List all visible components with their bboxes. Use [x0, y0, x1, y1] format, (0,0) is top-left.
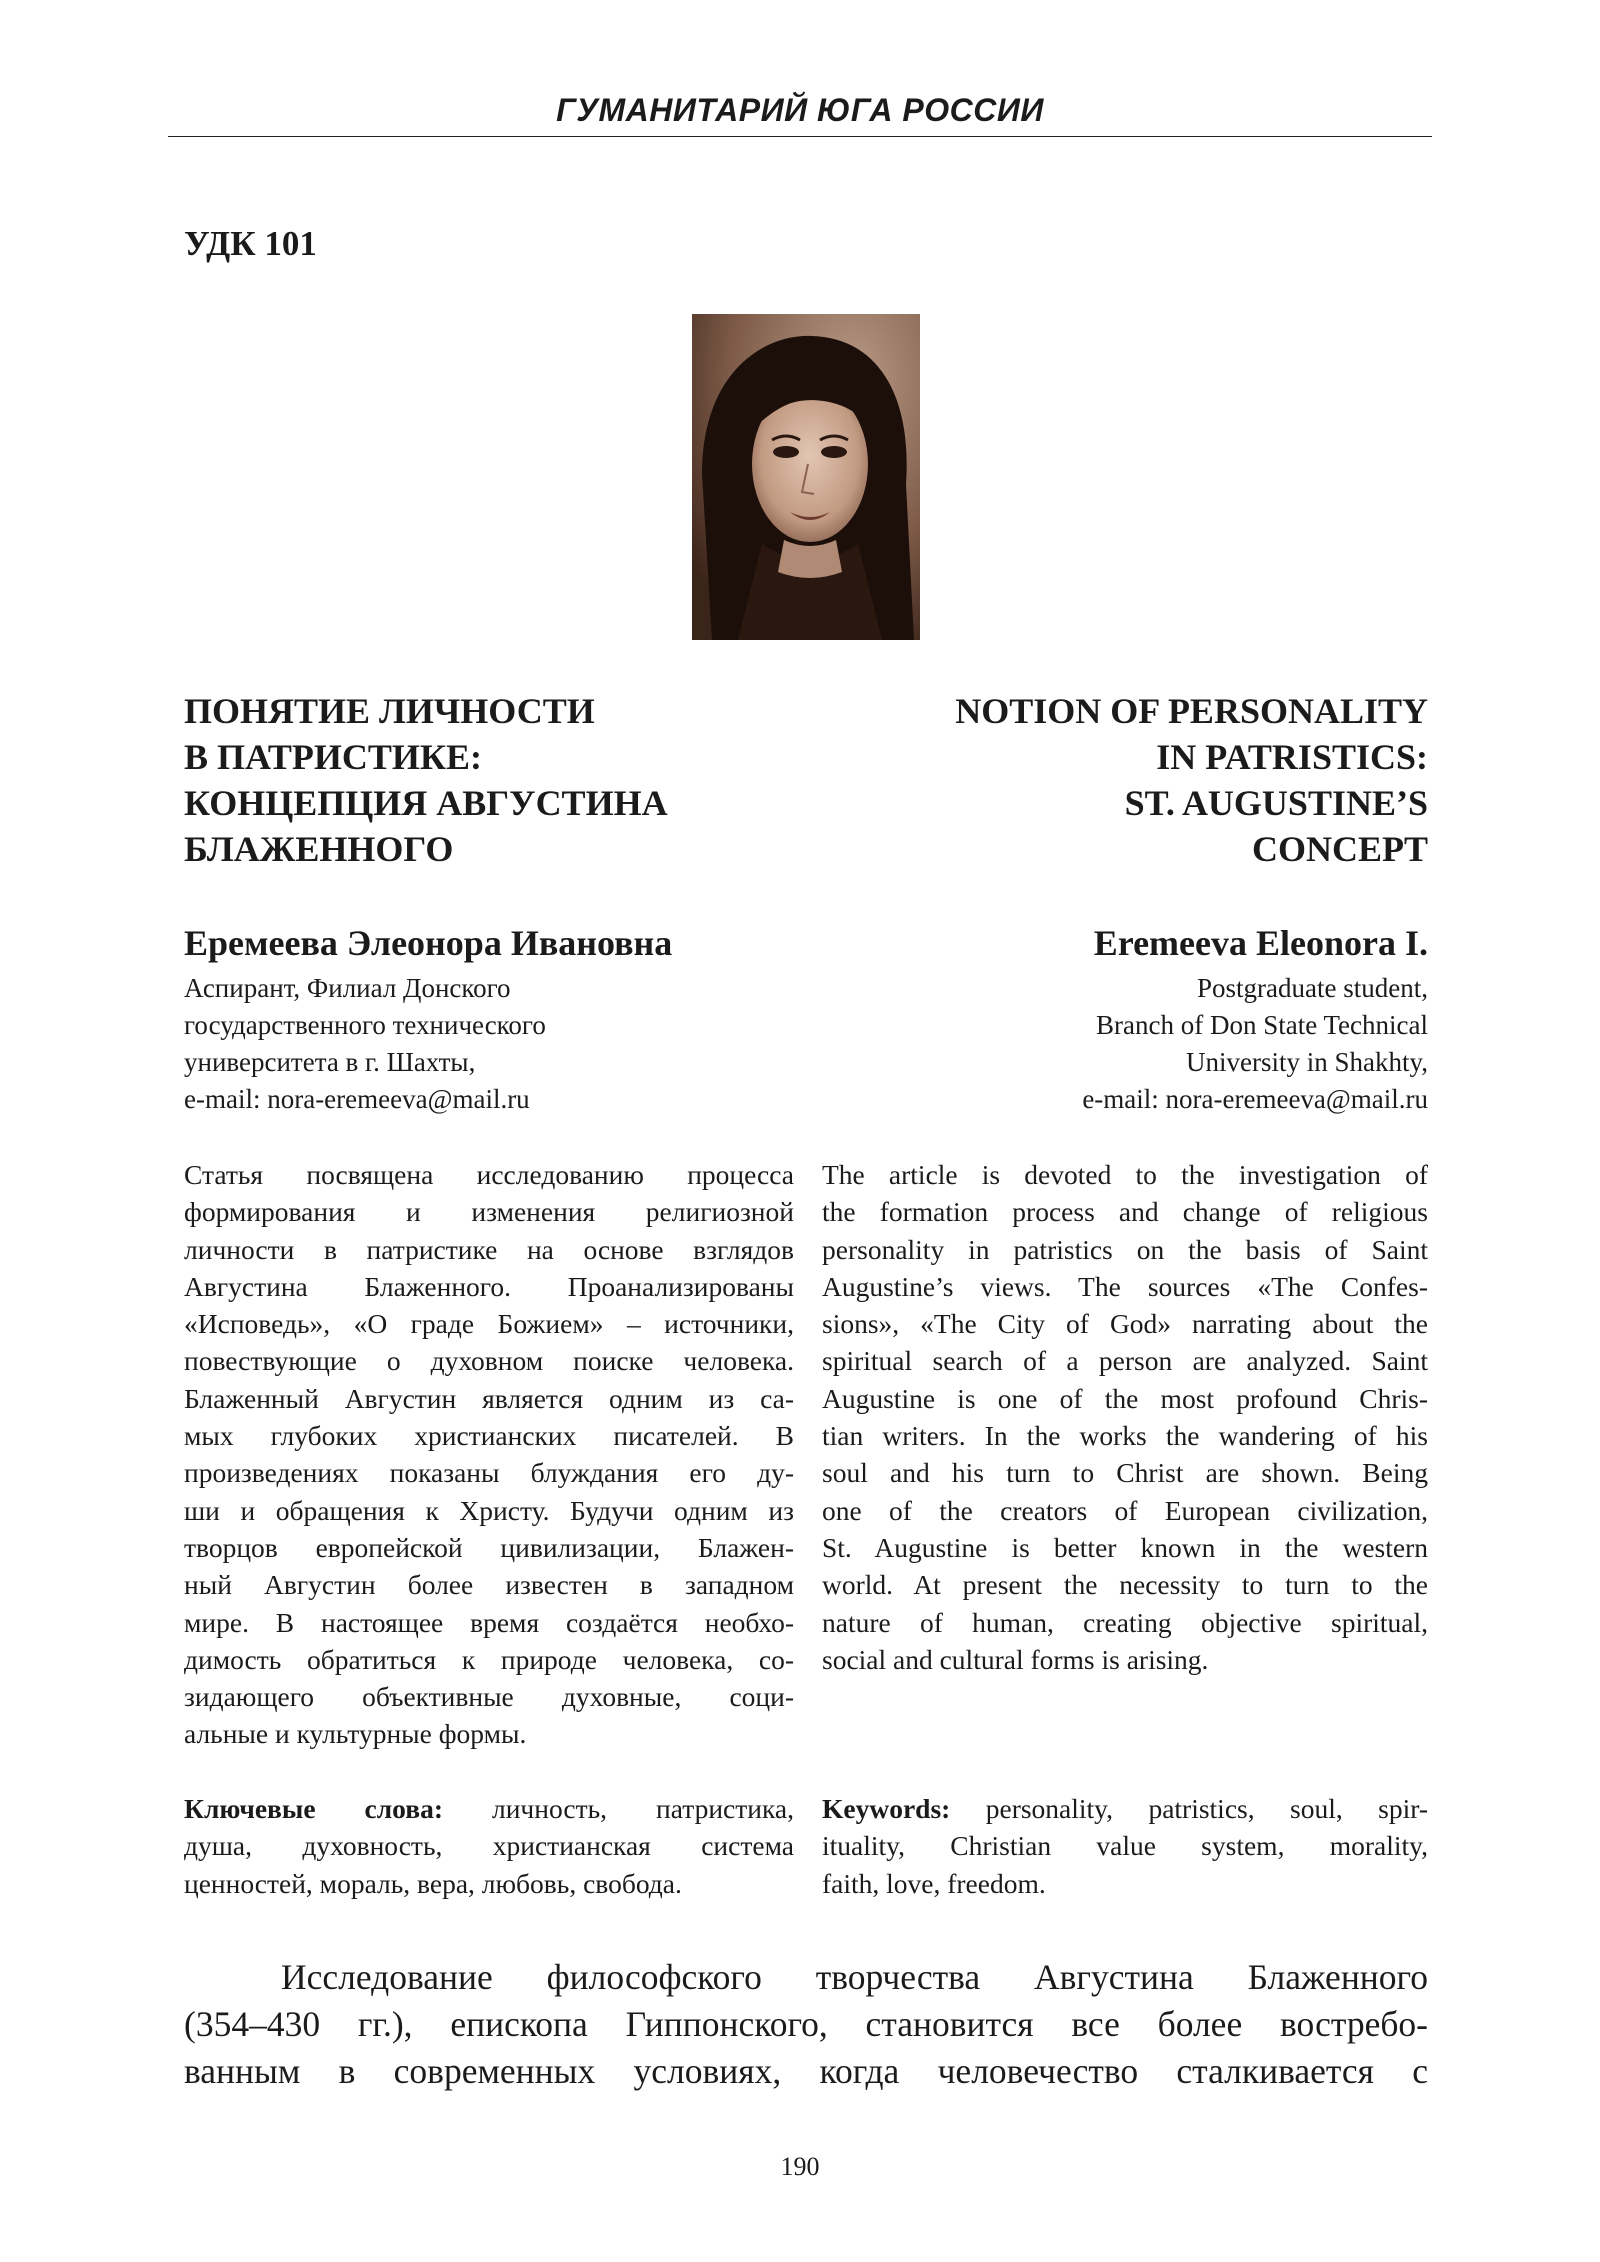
title-ru-line: ПОНЯТИЕ ЛИЧНОСТИ	[184, 691, 595, 731]
abstract-ru-line: творцов европейской цивилизации, Блажен-	[184, 1531, 794, 1563]
title-russian	[184, 688, 804, 872]
abstract-ru-line: зидающего объективные духовные, соци-	[184, 1681, 794, 1713]
header-rule	[168, 136, 1432, 137]
abstract-en-line: world. At present the necessity to turn to the	[822, 1569, 1428, 1601]
body-line: Исследование философского творчества Августина Блаженного	[281, 1957, 1428, 1997]
affiliation-ru	[184, 970, 804, 1118]
body-paragraph	[184, 1954, 1428, 2095]
author-name-ru: Еремеева Элеонора Ивановна	[184, 923, 673, 963]
udk-code: УДК 101	[184, 224, 317, 263]
keywords-ru-text: личность, патристика,	[443, 1793, 795, 1824]
affiliation-ru-line: Аспирант, Филиал Донского	[184, 973, 511, 1003]
abstract-ru-line: формирования и изменения религиозной	[184, 1196, 794, 1228]
abstract-en-line: Augustine’s views. The sources «The Confes-	[822, 1270, 1428, 1302]
abstract-ru-line: «Исповедь», «О граде Божием» – источники,	[184, 1308, 794, 1340]
affiliation-en-line: University in Shakhty,	[1186, 1047, 1428, 1077]
abstract-en-line: social and cultural forms is arising.	[822, 1643, 1209, 1675]
abstract-en-line: The article is devoted to the investigation of	[822, 1159, 1428, 1190]
keywords-russian	[184, 1790, 794, 1902]
abstract-ru-line: альные и культурные формы.	[184, 1718, 527, 1750]
title-en-line: IN PATRISTICS:	[1156, 737, 1428, 777]
title-en-line: ST. AUGUSTINE’S	[1124, 783, 1428, 823]
affiliation-en-line: Branch of Don State Technical	[1095, 1010, 1428, 1040]
body-line: ванным в современных условиях, когда человечество сталкивается с	[184, 2051, 1428, 2091]
abstract-en-line: nature of human, creating objective spiritual,	[822, 1606, 1428, 1638]
title-en-line: CONCEPT	[1251, 829, 1428, 869]
affiliation-ru-line: университета в г. Шахты,	[184, 1047, 476, 1077]
abstract-ru-line: повествующие о духовном поиске человека.	[184, 1345, 794, 1377]
abstract-en-line: soul and his turn to Christ are shown. Being	[822, 1457, 1428, 1489]
title-english	[796, 688, 1428, 872]
affiliation-en	[796, 970, 1428, 1118]
abstract-ru-line: димость обратиться к природе человека, со-	[184, 1643, 794, 1675]
abstract-ru-line: произведениях показаны блуждания его ду-	[184, 1457, 794, 1489]
keywords-en-text: ituality, Christian value system, morality,	[822, 1830, 1428, 1862]
keywords-ru-text: ценностей, мораль, вера, любовь, свобода.	[184, 1867, 682, 1899]
author-email-en[interactable]: e-mail: nora-eremeeva@mail.ru	[1082, 1084, 1428, 1114]
abstract-en-line: the formation process and change of religious	[822, 1196, 1428, 1228]
abstract-en-line: tian writers. In the works the wandering of his	[822, 1420, 1428, 1452]
abstract-en-line: one of the creators of European civilization,	[822, 1494, 1428, 1526]
abstract-russian	[184, 1156, 794, 1753]
abstract-ru-line: личности в патристике на основе взглядов	[184, 1233, 794, 1265]
abstract-ru-line: мире. В настоящее время создаётся необхо-	[184, 1606, 794, 1638]
abstract-en-line: spiritual search of a person are analyzed. Saint	[822, 1345, 1428, 1377]
affiliation-en-line: Postgraduate student,	[1197, 973, 1428, 1003]
keywords-english	[822, 1790, 1428, 1902]
abstract-ru-line: ный Августин более известен в западном	[184, 1569, 794, 1601]
keywords-en-text: faith, love, freedom.	[822, 1867, 1046, 1899]
abstract-en-line: Augustine is one of the most profound Chris-	[822, 1382, 1428, 1414]
abstract-en-line: sions», «The City of God» narrating about the	[822, 1308, 1428, 1340]
author-name-en: Eremeeva Eleonora I.	[1093, 923, 1428, 963]
page-number: 190	[780, 2152, 820, 2181]
abstract-ru-line: Блаженный Августин является одним из са-	[184, 1382, 794, 1414]
abstract-ru-line: Августина Блаженного. Проанализированы	[184, 1270, 794, 1302]
abstract-en-line: St. Augustine is better known in the western	[822, 1531, 1428, 1563]
keywords-ru-label: Ключевые слова:	[184, 1793, 444, 1824]
title-ru-line: КОНЦЕПЦИЯ АВГУСТИНА	[184, 783, 668, 823]
keywords-ru-text: душа, духовность, христианская система	[184, 1830, 794, 1862]
journal-header: ГУМАНИТАРИЙ ЮГА РОССИИ	[556, 92, 1044, 128]
author-email-ru[interactable]: e-mail: nora-eremeeva@mail.ru	[184, 1084, 530, 1114]
affiliation-ru-line: государственного технического	[184, 1010, 546, 1040]
abstract-en-line: personality in patristics on the basis of Saint	[822, 1233, 1428, 1265]
abstract-english	[822, 1156, 1428, 1678]
title-ru-line: БЛАЖЕННОГО	[184, 829, 454, 869]
title-en-line: NOTION OF PERSONALITY	[955, 691, 1428, 731]
abstract-ru-line: мых глубоких христианских писателей. В	[184, 1420, 794, 1452]
abstract-ru-line: ши и обращения к Христу. Будучи одним из	[184, 1494, 794, 1526]
body-line: (354–430 гг.), епископа Гиппонского, становится все более востребо-	[184, 2004, 1428, 2044]
title-ru-line: В ПАТРИСТИКЕ:	[184, 737, 482, 777]
abstract-ru-line: Статья посвящена исследованию процесса	[184, 1159, 794, 1190]
author-photo	[692, 314, 920, 640]
keywords-en-label: Keywords:	[822, 1793, 951, 1824]
keywords-en-text: personality, patristics, soul, spir-	[950, 1793, 1428, 1824]
